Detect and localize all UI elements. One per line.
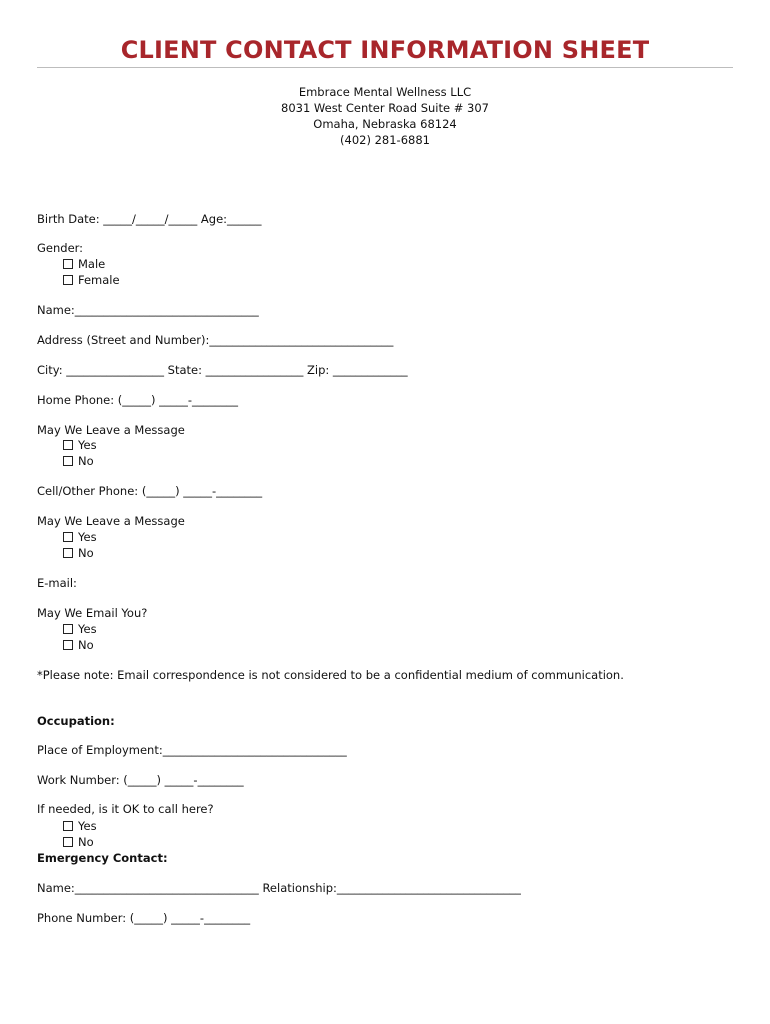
checkbox-icon[interactable] [63,624,73,634]
home-message-option-no[interactable] [63,453,94,469]
checkbox-icon[interactable] [63,548,73,558]
option-label: No [78,638,94,652]
checkbox-icon[interactable] [63,821,73,831]
home-message-label: May We Leave a Message [37,423,185,437]
title-divider [37,67,733,68]
address-field[interactable]: Address (Street and Number):________________________________ [37,333,394,347]
email-ok-option-no[interactable] [63,637,94,653]
option-label: Yes [78,819,97,833]
option-label: Yes [78,438,97,452]
work-number-field[interactable]: Work Number: (_____) _____-________ [37,773,244,787]
employer-field[interactable]: Place of Employment:________________________________ [37,743,347,757]
checkbox-icon[interactable] [63,275,73,285]
call-ok-option-no[interactable] [63,834,94,850]
cell-message-option-yes[interactable] [63,529,97,545]
option-label: Female [78,273,120,287]
name-field[interactable]: Name:________________________________ [37,303,259,317]
checkbox-icon[interactable] [63,640,73,650]
cell-message-label: May We Leave a Message [37,514,185,528]
company-address-line2: Omaha, Nebraska 68124 [313,117,457,131]
call-ok-option-yes[interactable] [63,818,97,834]
email-confidentiality-note: *Please note: Email correspondence is not considered to be a confidential medium of communication. [37,668,624,682]
birth-date-age-field[interactable]: Birth Date: _____/_____/_____ Age:______ [37,212,262,226]
option-label: Yes [78,622,97,636]
email-field[interactable]: E-mail: [37,576,77,590]
option-label: No [78,454,94,468]
email-ok-option-yes[interactable] [63,621,97,637]
company-address-line1: 8031 West Center Road Suite # 307 [281,101,489,115]
emergency-phone-field[interactable]: Phone Number: (_____) _____-________ [37,911,251,925]
emergency-name-relationship-field[interactable]: Name:________________________________ Relationship:________________________________ [37,881,521,895]
option-label: Yes [78,530,97,544]
company-phone: (402) 281-6881 [340,133,430,147]
emergency-contact-heading: Emergency Contact: [37,851,168,865]
option-label: No [78,835,94,849]
gender-label: Gender: [37,241,84,255]
checkbox-icon[interactable] [63,532,73,542]
occupation-heading: Occupation: [37,714,115,728]
cell-phone-field[interactable]: Cell/Other Phone: (_____) _____-________ [37,484,263,498]
call-ok-label: If needed, is it OK to call here? [37,802,214,816]
company-name: Embrace Mental Wellness LLC [298,85,472,99]
home-phone-field[interactable]: Home Phone: (_____) _____-________ [37,393,239,407]
option-label: Male [78,257,106,271]
gender-option-female[interactable] [63,272,120,288]
checkbox-icon[interactable] [63,259,73,269]
option-label: No [78,546,94,560]
checkbox-icon[interactable] [63,456,73,466]
email-ok-label: May We Email You? [37,606,148,620]
city-state-zip-field[interactable]: City: _________________ State: _________________ Zip: _____________ [37,363,408,377]
gender-option-male[interactable] [63,256,105,272]
cell-message-option-no[interactable] [63,545,94,561]
page-title: CLIENT CONTACT INFORMATION SHEET [120,36,650,64]
home-message-option-yes[interactable] [63,437,97,453]
checkbox-icon[interactable] [63,440,73,450]
checkbox-icon[interactable] [63,837,73,847]
